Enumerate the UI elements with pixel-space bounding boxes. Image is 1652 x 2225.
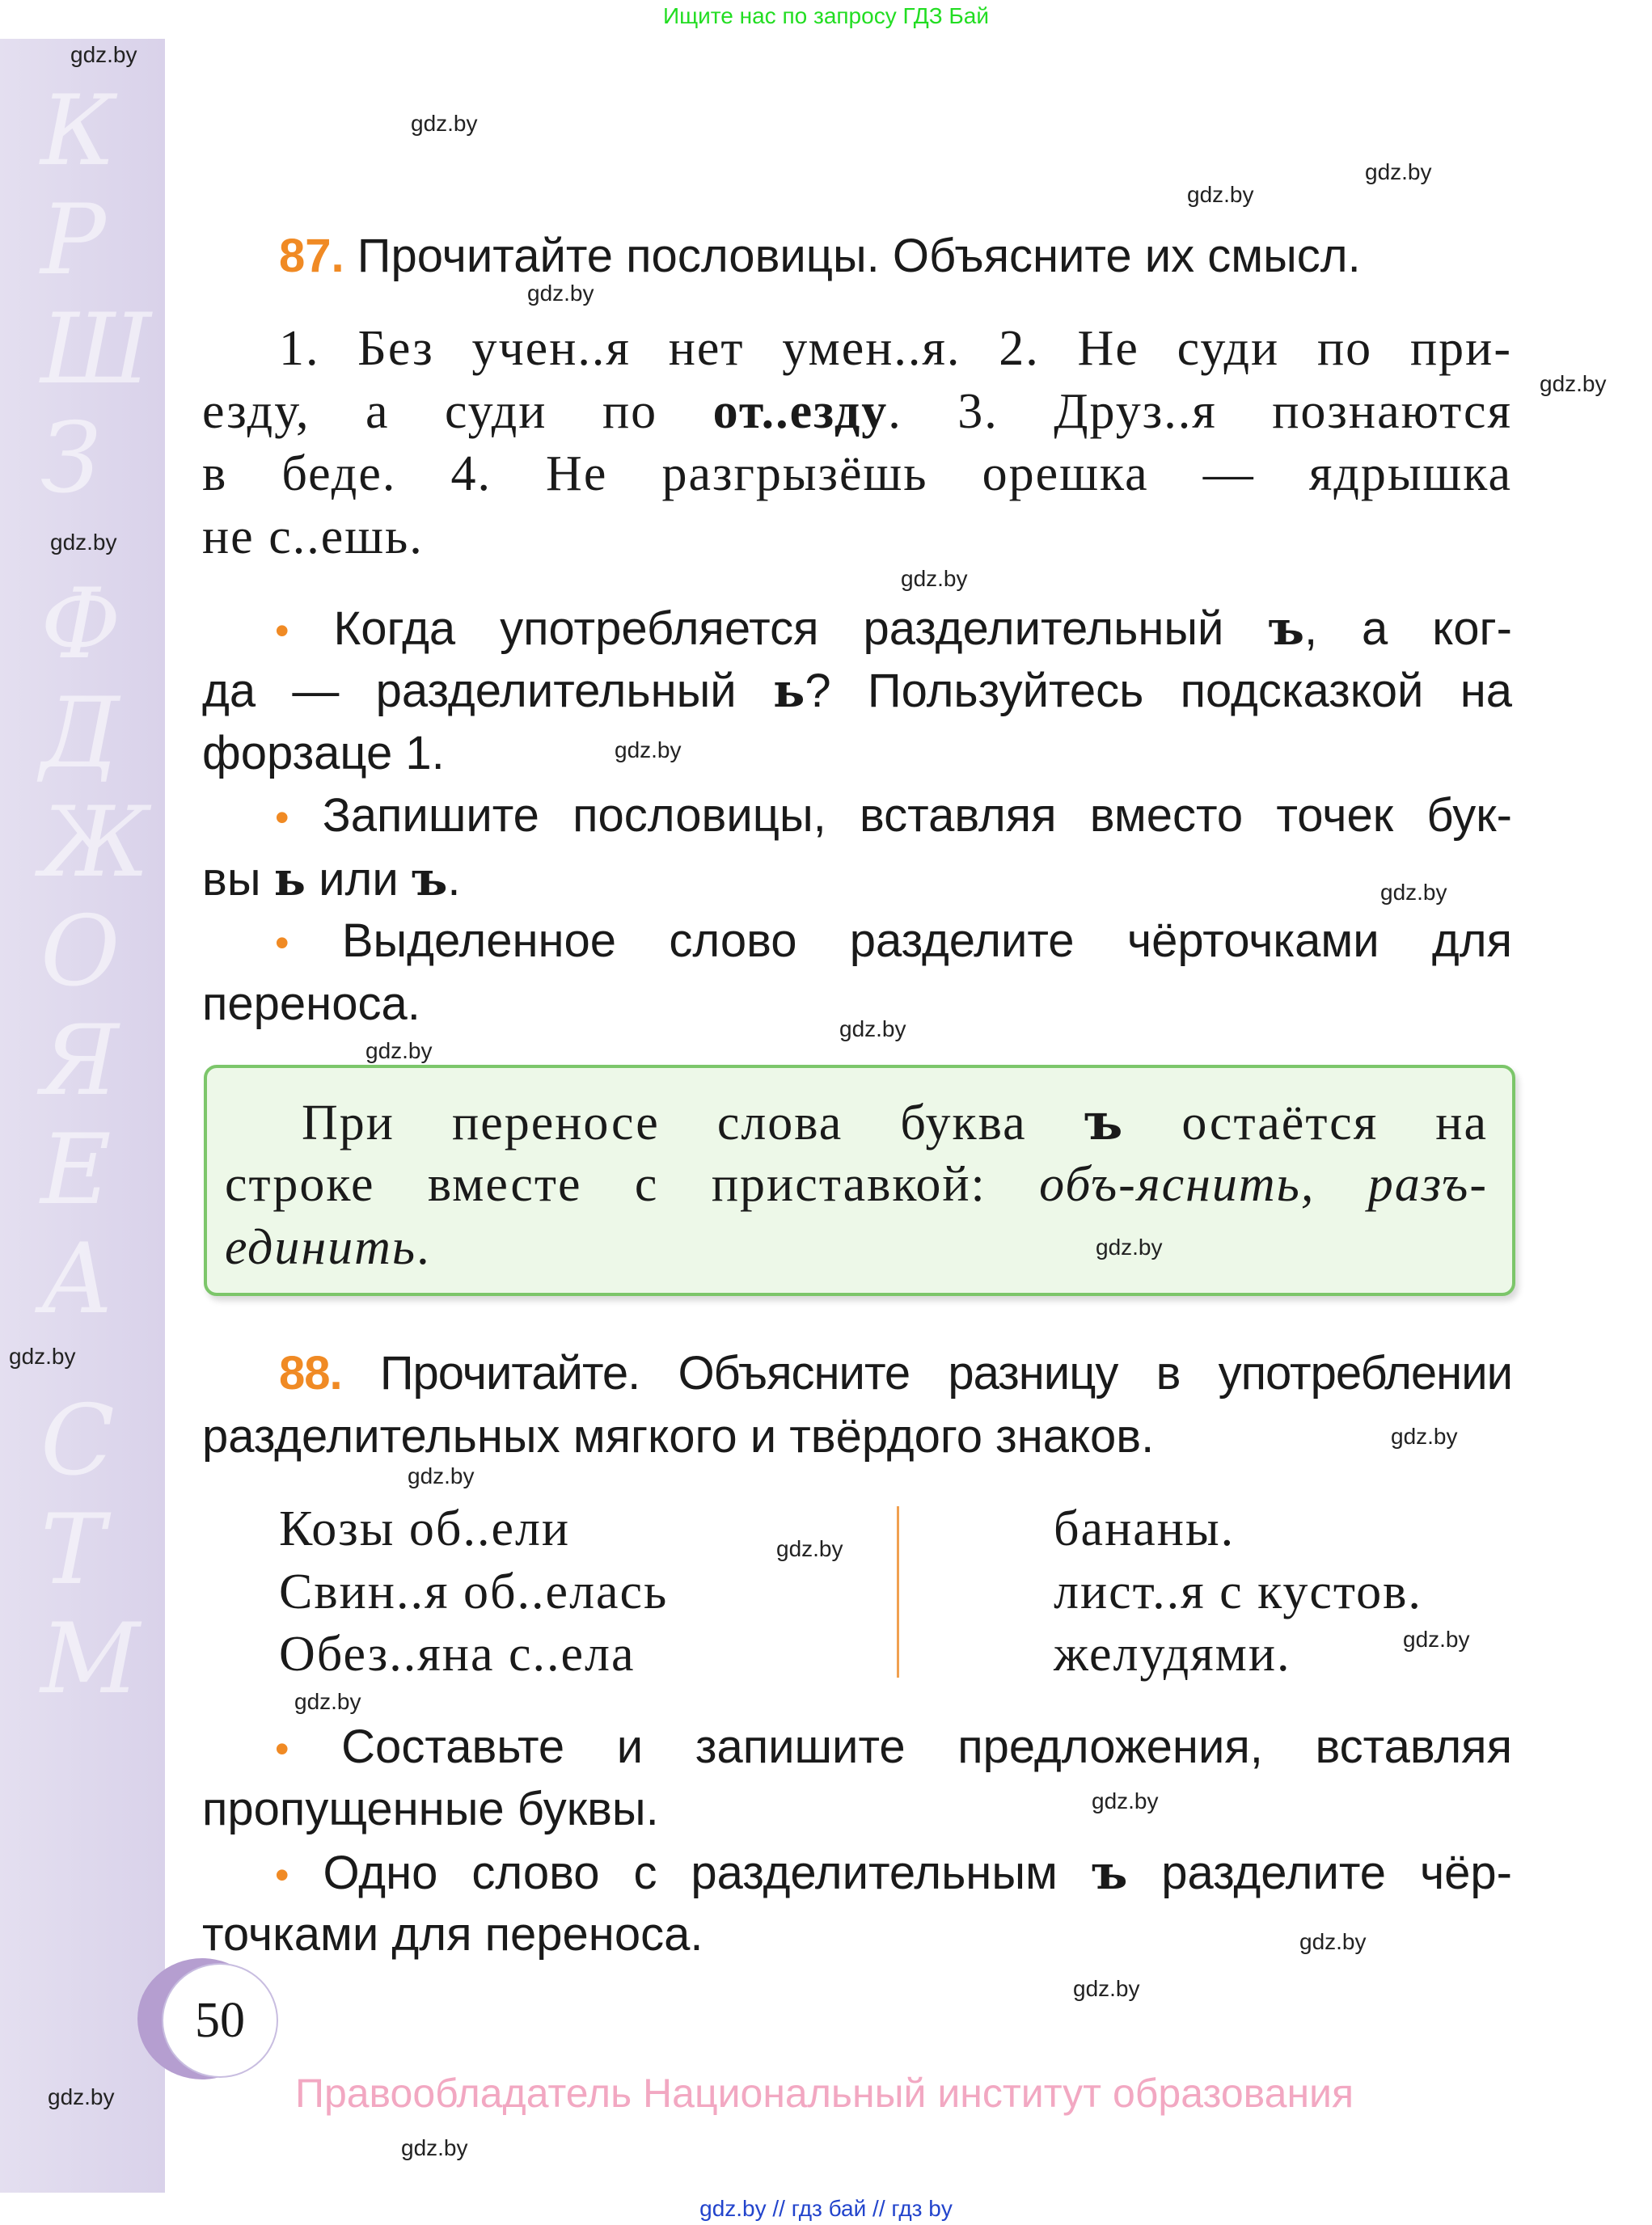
text: Когда употребляется разделительный: [333, 602, 1269, 655]
rule-line: [225, 1216, 1488, 1279]
proverb-line: [202, 380, 1512, 443]
task-bullet-line: [275, 1841, 1512, 1904]
watermark: gdz.by: [1187, 182, 1254, 207]
sidebar-letter: А: [40, 1223, 114, 1336]
watermark: gdz.by: [901, 566, 968, 591]
task-bullet-line: [275, 1716, 1512, 1779]
example-words: единить: [225, 1220, 417, 1275]
watermark: gdz.by: [615, 737, 682, 762]
bullet-icon: •: [275, 1726, 289, 1771]
search-banner[interactable]: Ищите нас по запросу ГДЗ Бай: [662, 3, 990, 28]
sentence-end: лист..я с кустов.: [1054, 1564, 1422, 1619]
sidebar-letter: М: [40, 1603, 140, 1716]
example-words: объ-яснить, разъ-: [1039, 1157, 1488, 1212]
text: Составьте и запишите предложения, вставляя: [341, 1720, 1512, 1773]
task-bullet-line: [275, 784, 1512, 847]
exercise-number: 88.: [279, 1347, 342, 1400]
text: остаётся на: [1124, 1096, 1488, 1150]
sidebar-letter: Д: [40, 678, 120, 790]
text: да — разделительный: [202, 665, 773, 717]
hard-sign: ъ: [1084, 1092, 1125, 1151]
text: , а ког-: [1303, 602, 1512, 655]
task-line: форзаце 1.: [202, 727, 445, 779]
watermark: gdz.by: [1380, 880, 1447, 905]
hard-sign: ъ: [1268, 601, 1304, 656]
sidebar-letter: Р: [40, 184, 106, 297]
watermark: gdz.by: [527, 281, 594, 306]
watermark: gdz.by: [1365, 159, 1432, 184]
watermark: gdz.by: [1073, 1976, 1140, 2001]
exercise-87-heading: [279, 225, 1512, 288]
soft-sign: ь: [273, 851, 306, 906]
sentence-start: Обез..яна с..ела: [279, 1627, 636, 1682]
page-number-badge: [137, 1958, 299, 2079]
exercise-title: Прочитайте. Объясните разницу в употреблении: [341, 1347, 1512, 1400]
footer-links[interactable]: gdz.by // гдз бай // гдз by: [699, 2196, 953, 2221]
bullet-icon: •: [275, 920, 289, 965]
copyright-notice: Правообладатель Национальный институт образования: [295, 2071, 1354, 2116]
watermark: gdz.by: [294, 1689, 361, 1714]
page-number: 50: [162, 1963, 278, 2078]
proverb-line: не с..ешь.: [202, 509, 424, 564]
text: строке вместе с приставкой:: [225, 1157, 1040, 1212]
sidebar-letter: Ш: [40, 293, 151, 406]
text: Одно слово с разделительным: [323, 1847, 1092, 1899]
task-line: пропущенные буквы.: [202, 1783, 659, 1835]
sentence-start: Свин..я об..елась: [279, 1564, 669, 1619]
text: .: [447, 853, 461, 906]
sidebar-letter: Ф: [40, 568, 121, 681]
task-line: [202, 659, 1512, 722]
watermark: gdz.by: [1540, 371, 1607, 396]
bullet-icon: •: [275, 795, 289, 840]
exercise-88-heading: [279, 1342, 1512, 1405]
rule-line: [225, 1153, 1488, 1216]
sidebar-letter: З: [40, 403, 101, 515]
watermark: gdz.by: [1096, 1235, 1163, 1260]
text: разделите чёр-: [1127, 1847, 1512, 1899]
text: езду, а суди по: [202, 384, 713, 439]
watermark: gdz.by: [411, 111, 478, 136]
sentence-end: бананы.: [1054, 1501, 1236, 1556]
rule-line: [302, 1091, 1488, 1154]
watermark: gdz.by: [9, 1344, 76, 1369]
watermark: gdz.by: [1403, 1627, 1470, 1652]
task-bullet-line: [275, 910, 1512, 973]
task-line: [202, 847, 1512, 910]
watermark: gdz.by: [1299, 1929, 1367, 1954]
sidebar-letter: С: [40, 1385, 115, 1497]
hard-sign: ъ: [1091, 1845, 1128, 1900]
exercise-title: Прочитайте пословицы. Объясните их смысл.: [344, 230, 1361, 282]
decorative-sidebar: [0, 39, 165, 2193]
text: или: [306, 853, 412, 906]
watermark: gdz.by: [50, 530, 117, 555]
watermark: gdz.by: [839, 1016, 906, 1041]
watermark: gdz.by: [1092, 1788, 1159, 1813]
bullet-icon: •: [275, 1852, 289, 1898]
watermark: gdz.by: [408, 1463, 475, 1488]
sentence-end: желудями.: [1054, 1627, 1291, 1682]
task-line: переноса.: [202, 977, 420, 1030]
sidebar-letter: Ж: [40, 787, 150, 899]
watermark: gdz.by: [776, 1536, 843, 1561]
sidebar-letter: Т: [40, 1494, 106, 1606]
watermark: gdz.by: [401, 2135, 468, 2160]
sidebar-letter: О: [40, 896, 120, 1008]
bullet-icon: •: [275, 608, 289, 653]
sentence-start: Козы об..ели: [279, 1501, 571, 1556]
highlighted-word: от..езду: [712, 384, 889, 439]
column-divider: [897, 1506, 899, 1678]
soft-sign: ь: [772, 663, 805, 718]
watermark: gdz.by: [48, 2084, 115, 2109]
sidebar-letter: Е: [40, 1114, 112, 1226]
text: При переносе слова буква: [302, 1096, 1084, 1150]
sidebar-letter: К: [40, 75, 116, 188]
task-bullet-line: [275, 597, 1512, 660]
sidebar-letter: Я: [40, 1005, 119, 1117]
watermark: gdz.by: [1391, 1424, 1458, 1449]
task-line: точками для переноса.: [202, 1908, 703, 1961]
text: .: [416, 1220, 431, 1275]
exercise-number: 87.: [279, 230, 344, 282]
text: вы: [202, 853, 274, 906]
proverb-line: в беде. 4. Не разгрызёшь орешка — ядрышка: [202, 446, 1512, 501]
text: Запишите пословицы, вставляя вместо точек бук-: [322, 789, 1512, 842]
watermark: gdz.by: [365, 1038, 433, 1063]
hard-sign: ъ: [411, 851, 448, 906]
exercise-title-line: разделительных мягкого и твёрдого знаков.: [202, 1410, 1155, 1463]
text: ? Пользуйтесь подсказкой на: [805, 665, 1512, 717]
text: Выделенное слово разделите чёрточками для: [341, 914, 1512, 967]
proverb-line: 1. Без учен..я нет умен..я. 2. Не суди по при-: [279, 321, 1512, 376]
text: . 3. Друз..я познаются: [888, 384, 1512, 439]
watermark: gdz.by: [70, 42, 137, 67]
